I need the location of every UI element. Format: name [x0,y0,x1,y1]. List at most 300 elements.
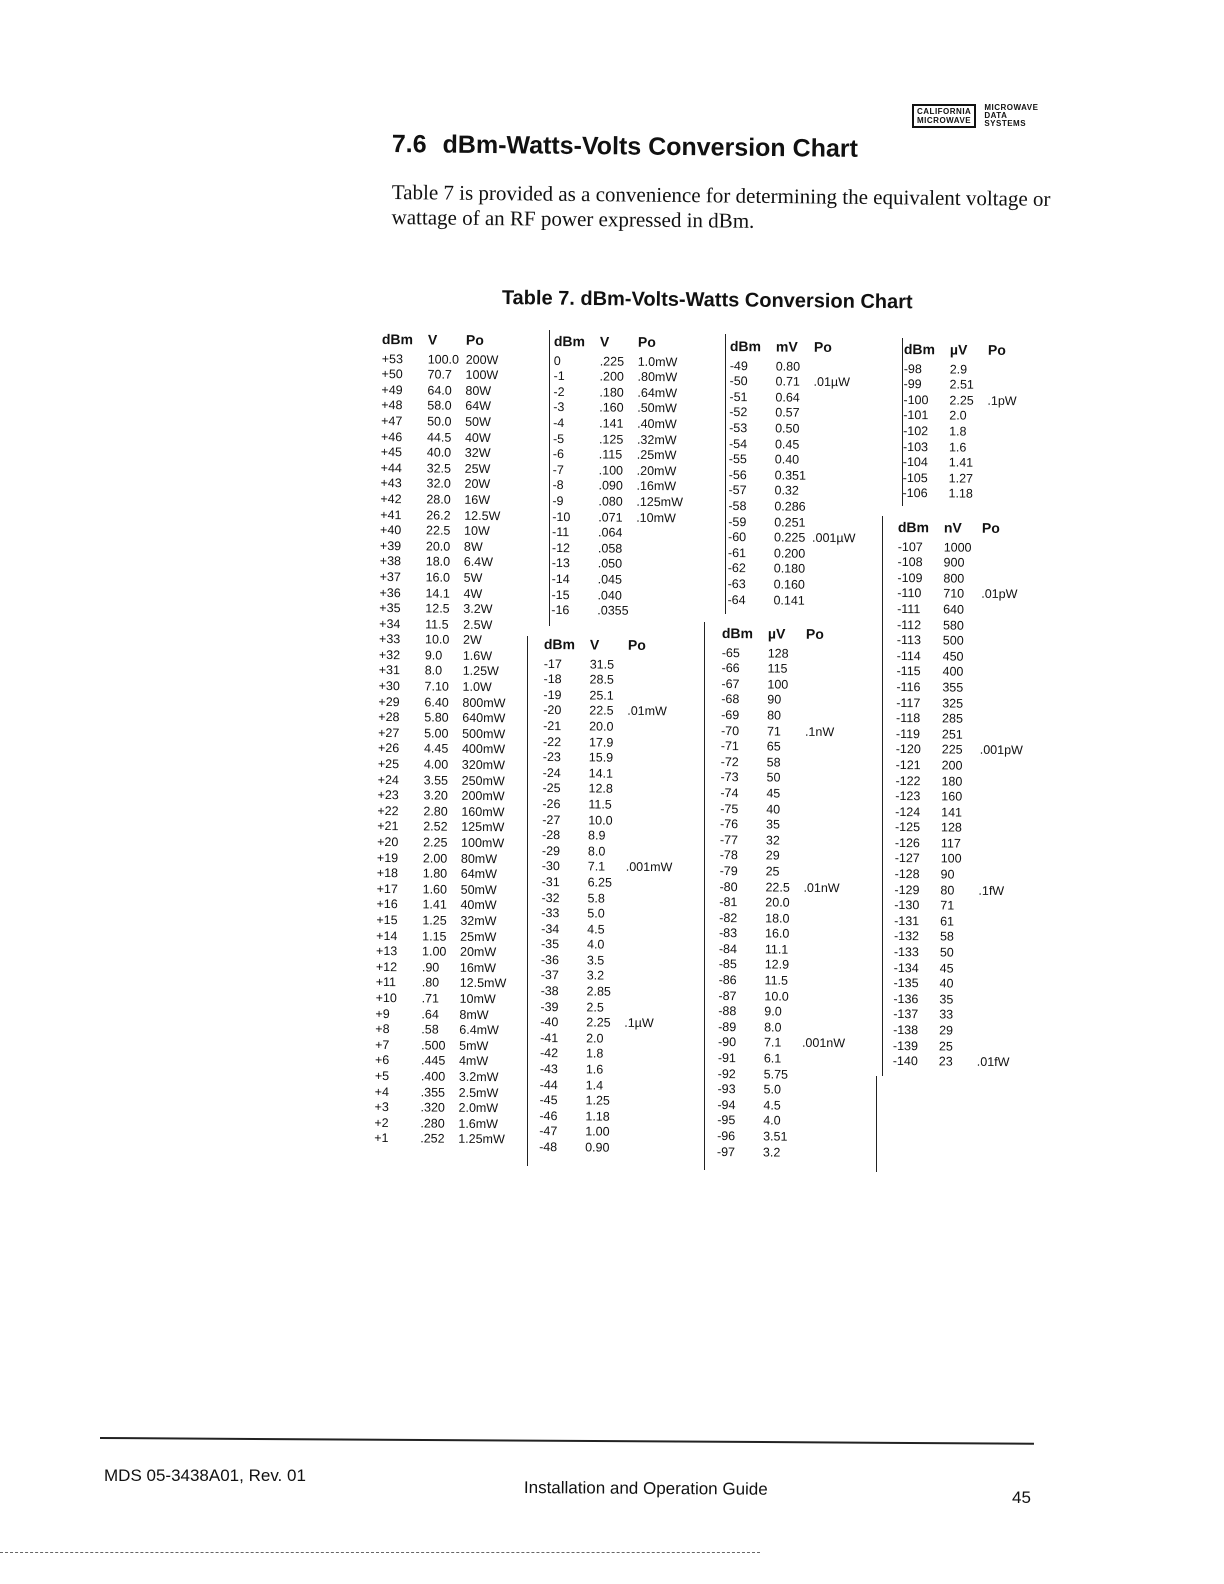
voltage-cell: 2.9 [949,362,968,377]
table-row [718,1035,845,1052]
table-row [376,929,507,946]
dbm-cell: +21 [377,819,399,834]
dbm-cell: +42 [380,491,402,507]
table-row [730,374,857,391]
voltage-cell: 180 [941,773,963,789]
power-cell: .001pW [979,743,1023,758]
table-row [379,663,510,680]
voltage-cell: 1.8 [585,1046,604,1062]
voltage-cell: .500 [421,1038,446,1053]
power-cell [987,472,1016,488]
table-row [903,455,1016,472]
dbm-cell: -45 [539,1093,558,1108]
dbm-cell: -67 [721,676,740,691]
table-row [375,1084,506,1101]
column-divider [725,334,726,614]
table-row [380,539,511,556]
voltage-cell: 1.80 [422,866,448,881]
document-number: MDS 05-3438A01, Rev. 01 [104,1466,306,1485]
table-row [894,945,1021,962]
dbm-cell: +49 [381,382,403,397]
table-row [728,561,855,578]
dbm-cell: -6 [552,447,565,462]
power-cell [978,899,1021,915]
dbm-cell: -125 [894,820,921,835]
dbm-cell: -98 [903,361,922,376]
dbm-cell: +41 [380,507,402,522]
column-divider [876,1076,877,1172]
dbm-cell: +19 [376,850,399,865]
power-cell: 25mW [460,929,497,944]
table-row [717,1129,844,1146]
voltage-cell: 32.5 [426,461,452,476]
dbm-cell: -69 [721,707,740,723]
voltage-cell: 58.0 [427,398,452,414]
table-row [379,585,510,602]
table-row [381,383,512,400]
section-number: 7.6 [391,130,427,159]
dbm-cell: -1 [553,369,565,384]
dbm-cell: +35 [379,601,401,616]
table-row [718,989,845,1006]
power-cell [980,759,1023,775]
page-number: 45 [1012,1488,1031,1507]
power-cell [803,896,846,912]
logo-box-line2: MICROWAVE [917,116,972,125]
power-cell [801,1099,844,1115]
voltage-cell: 0.180 [773,561,806,577]
table-row [551,587,682,604]
dbm-cell: -19 [543,687,562,702]
power-cell [625,969,672,985]
power-cell [812,500,855,516]
dbm-cell: +30 [378,679,400,694]
dbm-cell: -100 [903,392,929,408]
dbm-cell: -37 [540,968,559,983]
dbm-cell: -13 [551,556,570,571]
power-cell: .16mW [636,479,677,494]
table-row [718,1051,845,1068]
power-cell: .50mW [637,401,677,416]
power-cell: .01µW [813,374,851,390]
power-cell [805,709,848,725]
voltage-cell: .80 [421,975,440,990]
voltage-cell: 22.5 [765,879,790,895]
dbm-cell: -132 [893,929,920,944]
power-cell [978,915,1021,931]
table-row [719,942,846,959]
voltage-cell: 1000 [943,540,972,555]
power-cell: 160mW [461,804,505,820]
dbm-cell: +26 [377,741,400,756]
dbm-cell: +48 [381,398,403,413]
voltage-cell: 400 [942,664,964,679]
column-header: Po [637,333,656,350]
dbm-cell: +18 [376,866,399,881]
dbm-cell: -9 [552,493,564,509]
table-row [719,973,846,990]
dbm-cell: -56 [728,467,747,482]
power-cell [987,425,1016,441]
power-cell: .01mW [627,704,667,719]
dbm-cell: +32 [378,647,401,663]
table-row [374,1131,505,1148]
table-row [552,525,683,542]
table-header-row [382,332,513,353]
power-cell: 80mW [460,851,498,866]
voltage-cell: .0355 [597,603,629,618]
power-cell [628,673,675,689]
dbm-cell: -127 [894,851,920,866]
table-row [539,1140,670,1157]
power-cell: 500mW [462,726,506,742]
column-header: dBm [721,625,754,642]
dbm-cell: -95 [717,1113,736,1128]
power-cell [979,790,1022,806]
dbm-cell: -3 [553,400,565,415]
power-cell [628,657,675,673]
voltage-cell: 50 [939,945,954,960]
voltage-cell: 8.0 [587,844,606,859]
power-cell: .001mW [625,860,673,875]
dbm-cell: -22 [542,734,562,749]
table-row [541,906,672,923]
dbm-cell: -73 [720,770,739,785]
power-cell: 40mW [460,898,497,913]
dbm-cell: -18 [543,672,562,687]
power-cell [979,852,1022,868]
column-header: µV [767,625,786,642]
voltage-cell: 0.57 [775,405,800,421]
dbm-cell: -49 [729,358,748,373]
voltage-cell: 71 [766,723,781,739]
table-row [717,1113,844,1130]
table-row [378,726,509,743]
conversion-table-4 [727,339,857,609]
voltage-cell: 8.9 [588,828,606,843]
table-header-row [730,339,858,360]
power-cell: .001µW [812,530,856,546]
dbm-cell: -102 [903,423,929,439]
table-row [893,992,1020,1009]
dbm-cell: -14 [551,571,570,587]
power-cell: 320mW [461,757,505,773]
voltage-cell: 40 [939,976,954,991]
table-row [381,414,512,431]
voltage-cell: 4.5 [587,922,605,937]
dbm-cell: +28 [378,710,400,725]
table-row [379,679,510,696]
conversion-table-5 [717,626,849,1161]
power-cell [624,1047,671,1063]
column-header: dBm [897,519,930,536]
table-row [720,864,847,881]
table-row [728,499,855,516]
table-row [896,696,1023,713]
voltage-cell: 61 [940,914,955,929]
power-cell: 8W [463,539,483,554]
table-row [541,968,672,985]
power-cell: 80W [465,383,492,398]
dbm-cell: +16 [376,897,398,912]
dbm-cell: -108 [897,555,923,570]
dbm-cell: +40 [380,523,402,538]
voltage-cell: 71 [940,898,955,913]
dbm-cell: +9 [375,1006,390,1021]
dbm-cell: +53 [381,351,404,366]
table-row [896,680,1023,697]
dbm-cell: -28 [542,828,561,843]
dbm-cell: -24 [542,765,561,780]
table-row [897,586,1024,603]
power-cell [813,453,856,469]
table-row [728,515,855,532]
table-row [728,530,855,547]
voltage-cell: 10.0 [588,812,613,828]
table-row [375,1038,506,1055]
table-row [375,1022,506,1039]
table-row [893,976,1020,993]
dbm-cell: -8 [552,478,564,493]
table-header-row [554,334,685,355]
dbm-cell: +33 [378,632,401,647]
power-cell [635,604,682,620]
table-row [729,468,856,485]
dbm-cell: -123 [895,789,921,804]
column-header: dBm [729,338,762,355]
logo-text-line3: SYSTEMS [984,119,1027,128]
table-row [727,592,854,609]
power-cell: 1.0W [462,679,492,695]
voltage-cell: 2.0 [586,1031,604,1046]
dbm-cell: -92 [717,1066,736,1081]
dbm-cell: -31 [541,874,560,890]
voltage-cell: 31.5 [589,657,615,672]
voltage-cell: 18.0 [765,911,790,926]
power-cell: 32mW [460,913,497,929]
table-row [543,750,674,767]
voltage-cell: 90 [940,867,955,882]
power-cell: 3.2mW [458,1069,499,1085]
table-row [721,692,848,709]
voltage-cell: 11.5 [588,797,612,812]
voltage-cell: 1.4 [585,1078,604,1093]
power-cell [814,359,857,375]
voltage-cell: 64.0 [427,383,452,398]
power-cell [627,735,674,751]
power-cell [624,1032,671,1048]
power-cell: 1.0mW [637,354,678,369]
voltage-cell: .100 [598,463,624,478]
table-row [543,688,674,705]
dbm-cell: -119 [895,726,921,741]
conversion-table-7 [893,520,1025,1071]
table-row [896,711,1023,728]
power-cell [979,821,1022,837]
voltage-cell: 10.0 [764,989,789,1004]
table-row [541,984,672,1001]
power-cell [623,1094,670,1110]
voltage-cell: .064 [598,525,623,540]
voltage-cell: 40.0 [426,445,452,460]
dbm-cell: -118 [896,711,921,726]
dbm-cell: -40 [540,1015,559,1030]
voltage-cell: 5.75 [763,1067,789,1082]
voltage-cell: 6.1 [763,1051,782,1066]
power-cell [806,662,849,678]
table-row [376,944,507,961]
table-row [722,661,849,678]
power-cell: 800mW [462,695,506,710]
voltage-cell: .355 [420,1084,446,1100]
dbm-cell: +4 [374,1084,390,1099]
voltage-cell: 8.0 [764,1020,782,1035]
table-row [378,773,509,790]
dbm-cell: +34 [379,616,401,631]
power-cell: .01fW [976,1054,1010,1070]
column-header: dBm [381,331,414,348]
power-cell [625,985,672,1001]
table-row [895,851,1022,868]
column-divider [882,516,883,1076]
voltage-cell: 16.0 [764,926,790,941]
power-cell [624,1063,671,1079]
voltage-cell: 1.41 [422,897,447,913]
dbm-cell: +5 [374,1068,390,1084]
power-cell: 200mW [461,789,505,804]
power-cell: 40W [464,430,491,445]
power-cell [626,813,673,829]
voltage-cell: 0.71 [775,374,801,389]
dbm-cell: -58 [728,498,747,514]
power-cell: 250mW [461,773,505,788]
dbm-cell: -131 [894,913,920,929]
table-row [893,1039,1020,1056]
dbm-cell: -62 [727,561,746,576]
dbm-cell: -25 [542,781,561,796]
conversion-table-1 [374,332,512,1148]
dbm-cell: -39 [540,999,559,1014]
power-cell [804,802,847,818]
table-row [719,926,846,943]
voltage-cell: 100 [767,677,789,692]
table-row [728,546,855,563]
power-cell: 6.4W [463,555,494,570]
dbm-cell: -61 [727,545,747,560]
voltage-cell: 12.8 [588,781,613,797]
voltage-cell: 7.1 [587,859,606,874]
power-cell: 1.6W [462,648,493,663]
table-row [376,913,507,930]
table-row [894,883,1021,900]
voltage-cell: 4.45 [423,741,449,757]
voltage-cell: 1.6 [585,1062,604,1077]
table-row [894,961,1021,978]
power-cell [980,681,1023,697]
voltage-cell: 3.2 [762,1145,781,1160]
table-row [540,1015,671,1032]
voltage-cell: 0.160 [773,577,805,592]
table-header-row [904,342,1017,363]
dbm-cell: -117 [896,695,921,710]
voltage-cell: 355 [942,680,964,695]
table-row [543,703,674,720]
table-row [542,844,673,861]
power-cell: 125mW [461,820,505,835]
power-cell: 50mW [460,882,497,897]
power-cell: 2.5mW [458,1085,499,1100]
power-cell [636,542,683,558]
voltage-cell: 32.0 [426,476,451,492]
table-row [903,408,1016,425]
table-row [377,835,508,852]
power-cell [803,974,846,990]
power-cell [813,391,856,407]
dbm-cell: -47 [539,1124,558,1139]
power-cell [801,1130,844,1146]
guide-title: Installation and Operation Guide [523,1478,768,1499]
table-row [898,540,1025,557]
dbm-cell: -48 [539,1139,558,1155]
table-row [542,781,673,798]
column-header: Po [627,636,646,653]
dbm-cell: -101 [903,408,929,423]
dbm-cell: -68 [721,692,740,707]
power-cell [987,456,1016,472]
voltage-cell: .058 [597,541,623,556]
power-cell: 10W [464,523,490,539]
power-cell: .125mW [636,494,684,510]
table-row [379,617,510,634]
table-row [553,416,684,433]
table-row [380,476,511,493]
power-cell: 16W [464,492,491,507]
dbm-cell: -111 [897,601,921,617]
voltage-cell: 1.6 [948,439,967,455]
table-row [543,766,674,783]
column-header: V [427,331,438,348]
dbm-cell: -33 [541,906,560,921]
table-row [895,789,1022,806]
dbm-cell: -83 [718,926,738,941]
power-cell [978,930,1021,946]
power-cell [805,678,848,694]
voltage-cell: 14.1 [425,585,450,601]
voltage-cell: 325 [942,695,964,711]
table-row [729,405,856,422]
power-cell [981,650,1024,666]
power-cell: .80mW [637,369,678,385]
dbm-cell: -21 [543,718,562,734]
dbm-cell: -32 [541,890,560,905]
table-row [720,770,847,787]
table-row [728,483,855,500]
dbm-cell: -41 [540,1030,559,1045]
table-row [551,603,682,620]
voltage-cell: 25.1 [589,688,614,703]
power-cell: 12.5mW [459,976,507,991]
voltage-cell: 285 [942,711,964,726]
voltage-cell: 45 [766,786,781,801]
dbm-cell: -29 [541,843,561,858]
voltage-cell: 3.2 [586,968,605,984]
dbm-cell: +17 [376,881,398,896]
voltage-cell: 640 [943,602,965,617]
table-row [719,895,846,912]
power-cell: .1nW [804,724,835,739]
voltage-cell: 4.00 [423,757,449,772]
power-cell [987,409,1016,425]
